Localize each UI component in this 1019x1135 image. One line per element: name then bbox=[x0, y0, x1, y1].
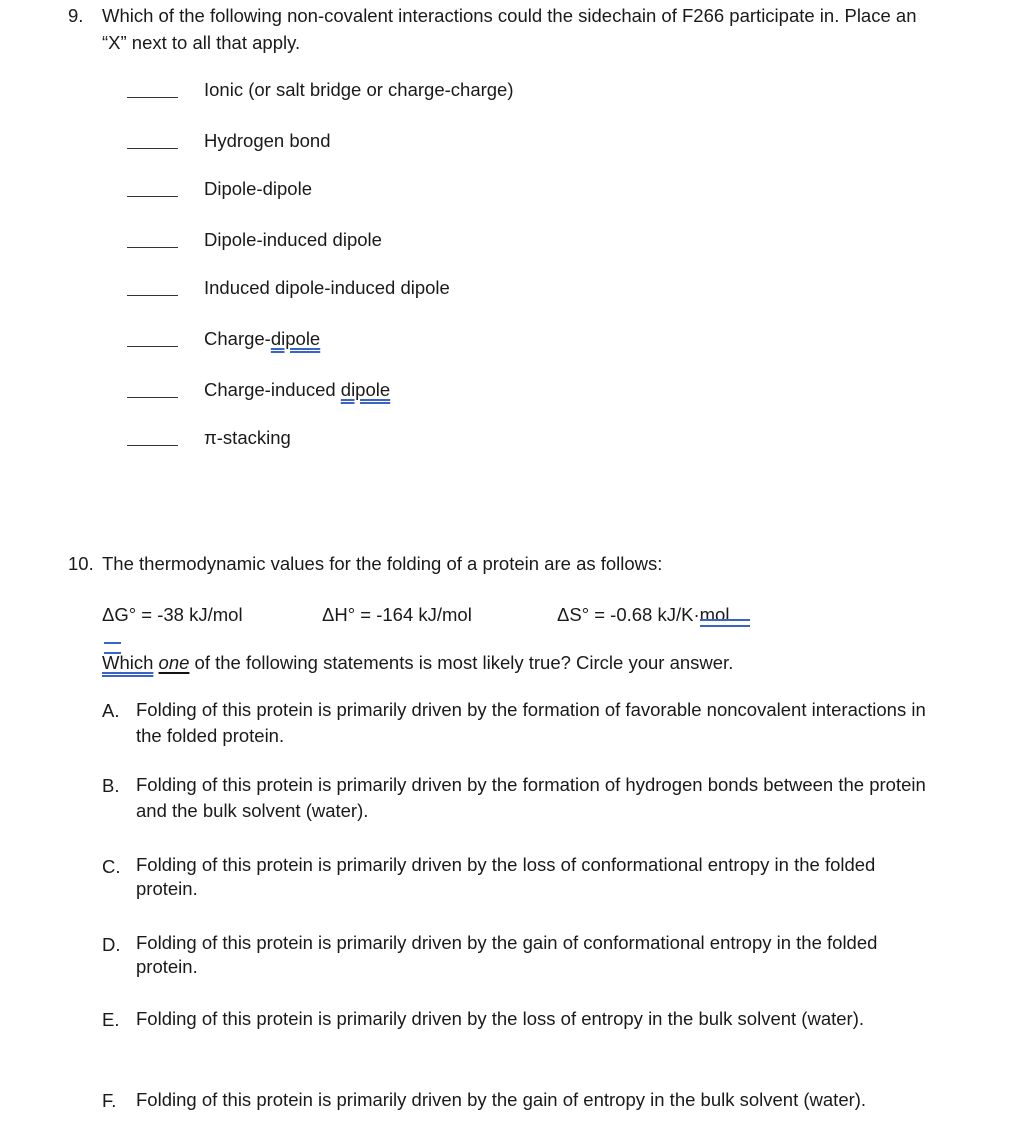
prompt-rest: of the following statements is most likely true? Circle your answer. bbox=[189, 652, 734, 673]
answer-blank[interactable] bbox=[127, 247, 178, 248]
answer-blank[interactable] bbox=[127, 295, 178, 296]
answer-blank[interactable] bbox=[127, 196, 178, 197]
answer-a-text[interactable]: Folding of this protein is primarily driven by the formation of favorable noncovalent interactions in the folded protein. bbox=[136, 699, 926, 746]
answer-b-text[interactable]: Folding of this protein is primarily driven by the formation of hydrogen bonds between the protein and the bulk solvent (water). bbox=[136, 774, 926, 821]
answer-b-letter[interactable]: B. bbox=[102, 775, 120, 796]
spellcheck-word: dipole bbox=[270, 328, 321, 349]
answer-c-text[interactable]: Folding of this protein is primarily driven by the loss of conformational entropy in the folded protein. bbox=[136, 854, 876, 899]
option-dipole-dipole: Dipole-dipole bbox=[204, 178, 312, 199]
option-hydrogen-bond: Hydrogen bond bbox=[204, 130, 331, 151]
option-ionic: Ionic (or salt bridge or charge-charge) bbox=[204, 79, 514, 100]
option-charge-dipole: Charge-dipole bbox=[204, 328, 321, 349]
answer-blank[interactable] bbox=[127, 445, 178, 446]
option-dipole-induced-dipole: Dipole-induced dipole bbox=[204, 229, 382, 250]
option-pi-stacking: π-stacking bbox=[204, 427, 291, 448]
delta-g-value: ΔG° = -38 kJ/mol bbox=[102, 604, 243, 625]
answer-a-letter[interactable]: A. bbox=[102, 700, 120, 721]
answer-blank[interactable] bbox=[127, 97, 178, 98]
answer-e-text[interactable]: Folding of this protein is primarily driven by the loss of entropy in the bulk solvent (water). bbox=[136, 1008, 864, 1029]
question-10-text: The thermodynamic values for the folding of a protein are as follows: bbox=[102, 553, 663, 574]
spellcheck-word: dipole bbox=[340, 379, 391, 400]
answer-f-text[interactable]: Folding of this protein is primarily driven by the gain of entropy in the bulk solvent (water). bbox=[136, 1089, 867, 1110]
prompt-one-emphasis: one bbox=[158, 652, 190, 673]
prompt-which: Which bbox=[102, 652, 154, 673]
answer-d-text[interactable]: Folding of this protein is primarily driven by the gain of conformational entropy in the folded protein. bbox=[136, 932, 878, 977]
answer-d-letter[interactable]: D. bbox=[102, 934, 121, 955]
question-9-text: Which of the following non-covalent interactions could the sidechain of F266 participate in. Place an “X” next to all that apply. bbox=[102, 5, 917, 53]
answer-c-letter[interactable]: C. bbox=[102, 856, 121, 877]
answer-f-letter[interactable]: F. bbox=[102, 1090, 117, 1111]
spellcheck-mark bbox=[700, 619, 750, 627]
option-induced-dipole-induced-dipole: Induced dipole-induced dipole bbox=[204, 277, 450, 298]
delta-s-value: ΔS° = -0.68 kJ/K·mol bbox=[557, 604, 730, 625]
question-10-number: 10. bbox=[68, 553, 94, 574]
answer-blank[interactable] bbox=[127, 397, 178, 398]
answer-blank[interactable] bbox=[127, 148, 178, 149]
option-charge-induced-dipole: Charge-induced dipole bbox=[204, 379, 391, 400]
answer-e-letter[interactable]: E. bbox=[102, 1009, 120, 1030]
question-10-prompt bbox=[102, 649, 733, 676]
delta-h-value: ΔH° = -164 kJ/mol bbox=[322, 604, 472, 625]
answer-blank[interactable] bbox=[127, 346, 178, 347]
question-9-number: 9. bbox=[68, 5, 84, 26]
